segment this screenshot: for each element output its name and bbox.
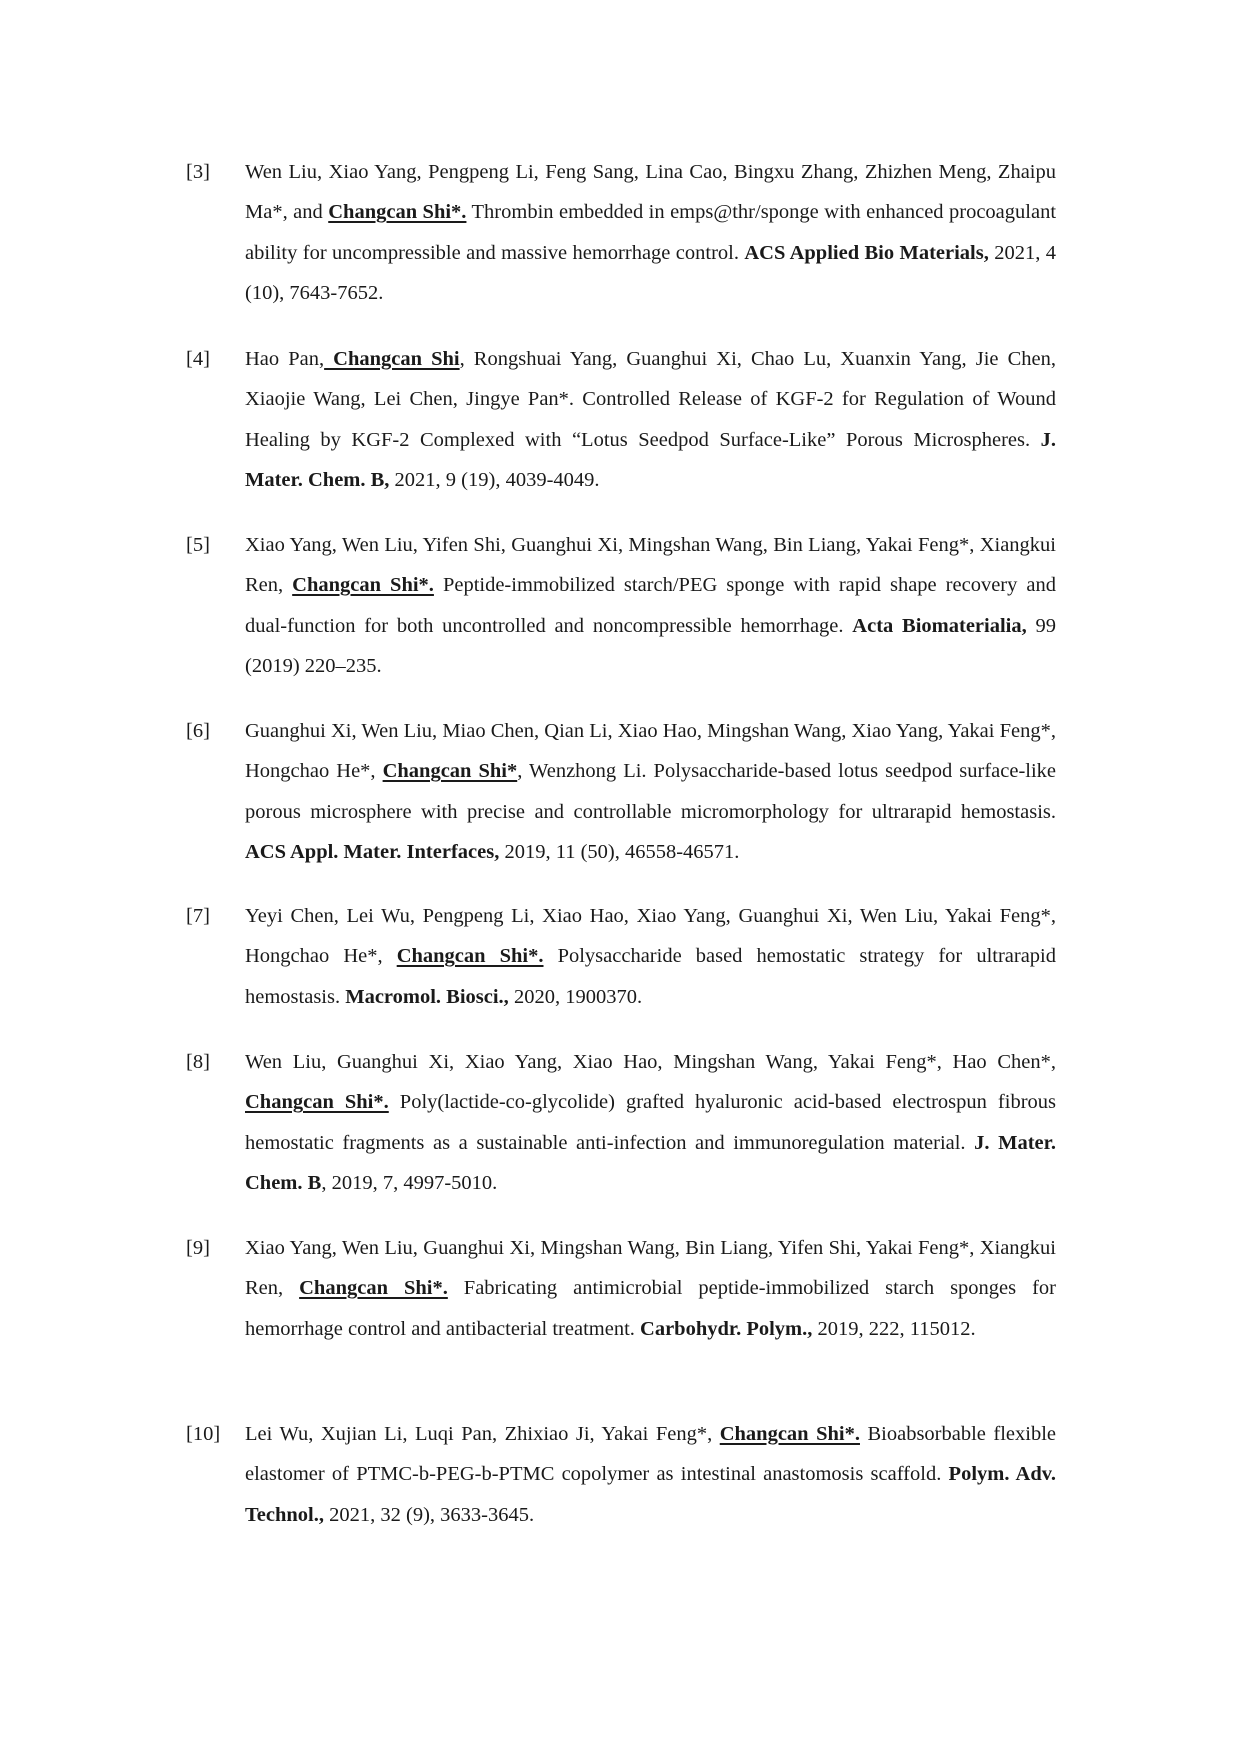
reference-title: Poly(lactide-co-glycolide) grafted hyaluronic acid-based electrospun fibrous hemostatic fragments as a sustainable anti-infection and immunoregulation material. (245, 1091, 1056, 1154)
reference-text (245, 1228, 1056, 1349)
reference-authors: Wen Liu, Guanghui Xi, Xiao Yang, Xiao Hao, Mingshan Wang, Yakai Feng*, Hao Chen*, (245, 1051, 1056, 1073)
reference-text (245, 152, 1056, 313)
reference-authors: Xiao Yang, Wen Liu, Guanghui Xi, Mingshan Wang, Bin Liang, Yifen Shi, Yakai Feng*, Xiangkui Ren, (245, 1237, 1056, 1300)
reference-journal: Carbohydr. Polym., (640, 1317, 813, 1340)
reference-citation: 99 (2019) 220–235. (245, 614, 1056, 677)
reference-citation: , 2019, 7, 4997-5010. (321, 1171, 498, 1194)
highlighted-author: Changcan Shi*. (396, 945, 544, 968)
reference-number: [6] (186, 720, 210, 742)
reference-citation: 2021, 32 (9), 3633-3645. (324, 1503, 535, 1526)
highlighted-author: Changcan Shi*. (245, 1091, 389, 1114)
reference-journal: ACS Appl. Mater. Interfaces, (245, 840, 500, 863)
reference-text (245, 525, 1056, 686)
reference-citation: 2020, 1900370. (508, 985, 643, 1008)
highlighted-author: Changcan Shi*. (299, 1277, 448, 1300)
reference-authors: Xiao Yang, Wen Liu, Yifen Shi, Guanghui Xi, Mingshan Wang, Bin Liang, Yakai Feng*, Xiangkui Ren, (245, 534, 1056, 597)
reference-number: [5] (186, 534, 210, 556)
reference-authors: Lei Wu, Xujian Li, Luqi Pan, Zhixiao Ji, Yakai Feng*, (245, 1423, 720, 1445)
reference-number: [9] (186, 1237, 210, 1259)
reference-item-10 (186, 1414, 1056, 1535)
highlighted-author: Changcan Shi* (382, 760, 518, 783)
reference-title: Bioabsorbable flexible elastomer of PTMC-b-PEG-b-PTMC copolymer as intestinal anastomosis scaffold. (245, 1423, 1057, 1486)
reference-text (245, 1042, 1056, 1203)
reference-item-3 (186, 152, 1056, 313)
reference-item-9 (186, 1228, 1056, 1349)
reference-journal: Acta Biomaterialia, (852, 614, 1027, 637)
reference-text (245, 1414, 1056, 1535)
reference-item-4 (186, 339, 1056, 500)
reference-title: , Wenzhong Li. Polysaccharide-based lotus seedpod surface-like porous microsphere with precise and controllable micromorphology for ultrarapid hemostasis. (245, 760, 1057, 823)
reference-authors: Yeyi Chen, Lei Wu, Pengpeng Li, Xiao Hao, Xiao Yang, Guanghui Xi, Wen Liu, Yakai Feng*, Hongchao He*, (245, 905, 1056, 968)
reference-citation: 2021, 4 (10), 7643-7652. (245, 241, 1056, 304)
highlighted-author: Changcan Shi*. (292, 574, 434, 597)
reference-authors: Wen Liu, Xiao Yang, Pengpeng Li, Feng Sang, Lina Cao, Bingxu Zhang, Zhizhen Meng, Zhaipu Ma*, and (245, 161, 1056, 224)
reference-journal: Polym. Adv. Technol., (245, 1463, 1056, 1526)
reference-authors: Guanghui Xi, Wen Liu, Miao Chen, Qian Li, Xiao Hao, Mingshan Wang, Xiao Yang, Yakai Feng*, Hongchao He*, (245, 720, 1056, 783)
reference-item-8 (186, 1042, 1056, 1203)
reference-text (245, 339, 1056, 500)
reference-text (245, 711, 1056, 872)
reference-title: Polysaccharide based hemostatic strategy for ultrarapid hemostasis. (245, 945, 1057, 1008)
reference-journal: ACS Applied Bio Materials, (744, 241, 989, 264)
reference-journal: J. Mater. Chem. B (245, 1131, 1056, 1194)
reference-citation: 2019, 222, 115012. (812, 1317, 976, 1340)
reference-title: Thrombin embedded in emps@thr/sponge with enhanced procoagulant ability for uncompressible and massive hemorrhage control. (245, 201, 1057, 264)
reference-item-7 (186, 896, 1056, 1017)
reference-number: [10] (186, 1423, 221, 1445)
reference-journal: J. Mater. Chem. B, (245, 428, 1056, 491)
reference-item-5 (186, 525, 1056, 686)
reference-number: [4] (186, 348, 210, 370)
reference-number: [8] (186, 1051, 210, 1073)
reference-authors: Hao Pan, (245, 348, 325, 370)
reference-number: [3] (186, 161, 210, 183)
highlighted-author: Changcan Shi (324, 348, 460, 370)
reference-title: , Rongshuai Yang, Guanghui Xi, Chao Lu, Xuanxin Yang, Jie Chen, Xiaojie Wang, Lei Chen, Jingye Pan*. Controlled Release of KGF-2 for Regulation of Wound Healing by KGF-2 Complexed with “Lotus Seedpod Surface-Like” Porous Microspheres. (245, 348, 1056, 451)
reference-title: Peptide-immobilized starch/PEG sponge with rapid shape recovery and dual-function for both uncontrolled and noncompressible hemorrhage. (245, 574, 1056, 637)
reference-number: [7] (186, 905, 210, 927)
reference-citation: 2021, 9 (19), 4039-4049. (389, 468, 600, 491)
reference-citation: 2019, 11 (50), 46558-46571. (499, 840, 740, 863)
highlighted-author: Changcan Shi*. (719, 1423, 860, 1445)
reference-item-6 (186, 711, 1056, 872)
highlighted-author: Changcan Shi*. (328, 201, 467, 224)
reference-journal: Macromol. Biosci., (345, 985, 509, 1008)
reference-title: Fabricating antimicrobial peptide-immobilized starch sponges for hemorrhage control and antibacterial treatment. (245, 1277, 1056, 1340)
reference-text (245, 896, 1056, 1017)
